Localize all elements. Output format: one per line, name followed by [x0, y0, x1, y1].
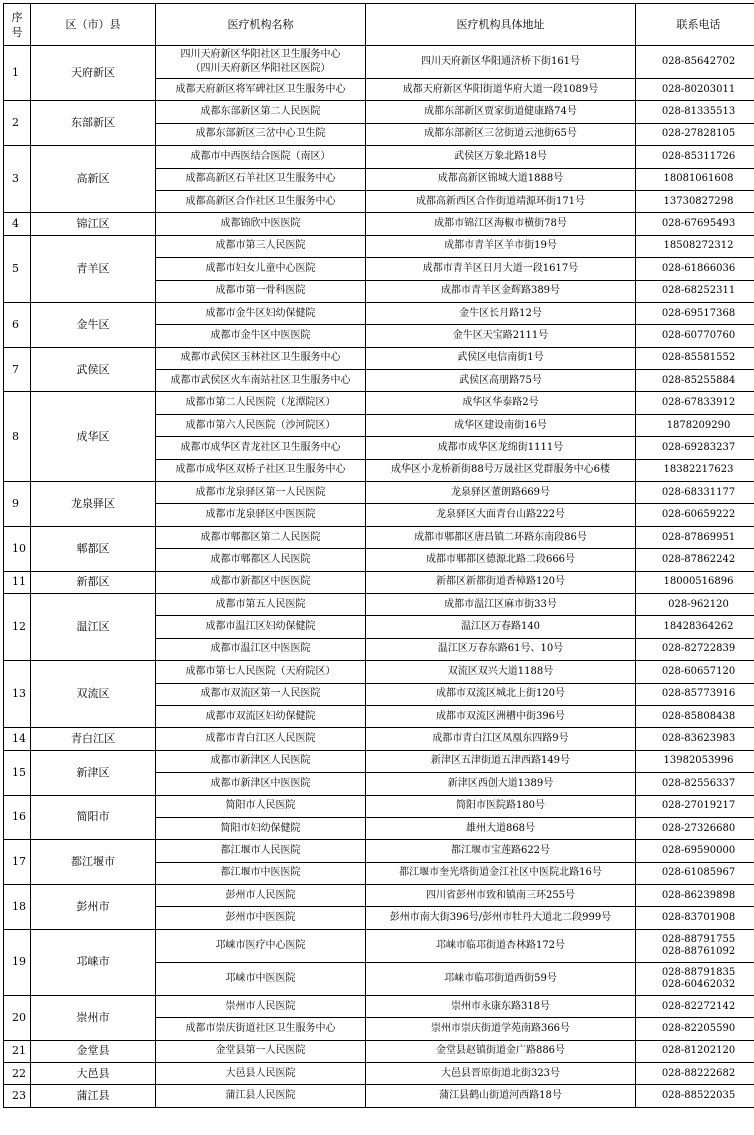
institution-name: 成都市金牛区中医医院	[156, 325, 366, 347]
institution-address: 崇州市永康东路318号	[366, 995, 636, 1017]
institution-name: 彭州市人民医院	[156, 885, 366, 907]
institution-address: 成华区小龙桥新街88号万晟社区党群服务中心6楼	[366, 459, 636, 481]
institution-name: 成都市温江区妇幼保健院	[156, 616, 366, 638]
phone-cell: 028-27828105	[636, 123, 754, 145]
institution-name: 成都市第二人民医院（龙潭院区）	[156, 392, 366, 414]
row-number: 10	[4, 526, 31, 571]
phone-cell: 028-85808438	[636, 705, 754, 727]
table-row	[4, 840, 754, 862]
institution-address: 金牛区天宝路2111号	[366, 325, 636, 347]
phone-cell: 028-82556337	[636, 773, 754, 795]
row-number: 8	[4, 392, 31, 482]
row-number: 16	[4, 795, 31, 840]
institution-address: 成都市双流区城北上街120号	[366, 683, 636, 705]
phone-cell: 028-69517368	[636, 302, 754, 324]
row-number: 6	[4, 302, 31, 347]
table-row	[4, 795, 754, 817]
table-row	[4, 885, 754, 907]
institution-address: 大邑县晋原街道北街323号	[366, 1063, 636, 1085]
institution-name: 成都市龙泉驿区中医医院	[156, 504, 366, 526]
row-number: 17	[4, 840, 31, 885]
table-row	[4, 146, 754, 168]
table-body	[4, 4, 754, 1108]
district-cell: 新津区	[31, 750, 156, 795]
table-row	[4, 1085, 754, 1107]
phone-cell: 028-67695493	[636, 213, 754, 235]
institution-address: 武侯区高朋路75号	[366, 370, 636, 392]
institution-name-line: （四川天府新区华阳社区医院）	[190, 63, 331, 74]
row-number: 12	[4, 593, 31, 660]
institution-name: 都江堰市人民医院	[156, 840, 366, 862]
institution-name: 成都市龙泉驿区第一人民医院	[156, 482, 366, 504]
phone-cell: 18382217623	[636, 459, 754, 481]
phone-cell	[636, 962, 754, 995]
phone-cell: 028-81202120	[636, 1040, 754, 1062]
phone-cell: 18428364262	[636, 616, 754, 638]
phone-cell: 18508272312	[636, 235, 754, 257]
institution-name: 成都锦欣中医医院	[156, 213, 366, 235]
institution-address: 温江区万春路140	[366, 616, 636, 638]
institution-name: 成都市第一骨科医院	[156, 280, 366, 302]
institution-address: 成华区华泰路2号	[366, 392, 636, 414]
phone-cell: 028-60659222	[636, 504, 754, 526]
institution-name: 成都市双流区第一人民医院	[156, 683, 366, 705]
header-district: 区（市）县	[31, 4, 156, 46]
phone-line: 028-88791835	[661, 966, 736, 978]
table-row	[4, 392, 754, 414]
institution-address: 武侯区电信南街1号	[366, 347, 636, 369]
institution-name: 成都市第七人民医院（天府院区）	[156, 661, 366, 683]
header-address: 医疗机构具体地址	[366, 4, 636, 46]
district-cell: 大邑县	[31, 1063, 156, 1085]
row-number: 19	[4, 929, 31, 995]
table-row	[4, 526, 754, 548]
institution-name: 成都市武侯区玉林社区卫生服务中心	[156, 347, 366, 369]
institution-name: 成都市金牛区妇幼保健院	[156, 302, 366, 324]
table-row	[4, 571, 754, 593]
institution-name: 蒲江县人民医院	[156, 1085, 366, 1107]
institution-address: 武侯区万象北路18号	[366, 146, 636, 168]
institution-address: 简阳市医院路180号	[366, 795, 636, 817]
phone-cell: 028-82205590	[636, 1018, 754, 1040]
institution-name: 都江堰市中医医院	[156, 862, 366, 884]
table-row	[4, 213, 754, 235]
phone-cell: 028-69590000	[636, 840, 754, 862]
district-cell: 成华区	[31, 392, 156, 482]
institution-address: 成都市青羊区日月大道一段1617号	[366, 258, 636, 280]
table-row	[4, 1040, 754, 1062]
institution-name: 成都市成华区青龙社区卫生服务中心	[156, 437, 366, 459]
institution-address: 成都东部新区贾家街道健康路74号	[366, 101, 636, 123]
institution-address: 成都天府新区华阳街道华府大道一段1089号	[366, 79, 636, 101]
district-cell: 武侯区	[31, 347, 156, 392]
institution-address: 都江堰市宝莲路622号	[366, 840, 636, 862]
institution-address: 成都高新区锦城大道1888号	[366, 168, 636, 190]
district-cell: 温江区	[31, 593, 156, 660]
row-number: 9	[4, 482, 31, 527]
institution-name: 成都市第五人民医院	[156, 593, 366, 615]
institution-address: 成都市双流区洲槽中街396号	[366, 705, 636, 727]
table-row	[4, 929, 754, 962]
phone-cell: 028-83701908	[636, 907, 754, 929]
row-number: 7	[4, 347, 31, 392]
institution-name: 成都市郫都区第二人民医院	[156, 526, 366, 548]
phone-cell: 028-27019217	[636, 795, 754, 817]
row-number: 14	[4, 728, 31, 750]
institution-name: 成都天府新区将军碑社区卫生服务中心	[156, 79, 366, 101]
district-cell: 天府新区	[31, 46, 156, 101]
phone-cell: 028-67833912	[636, 392, 754, 414]
table-row	[4, 728, 754, 750]
phone-cell: 028-85255884	[636, 370, 754, 392]
institution-address: 四川天府新区华阳通济桥下街161号	[366, 46, 636, 79]
institution-name: 成都市双流区妇幼保健院	[156, 705, 366, 727]
institution-address: 成都市锦江区海椒市横街78号	[366, 213, 636, 235]
phone-cell: 028-69283237	[636, 437, 754, 459]
institution-name: 成都市第六人民医院（沙河院区）	[156, 414, 366, 436]
row-number: 3	[4, 146, 31, 213]
phone-cell: 028-83623983	[636, 728, 754, 750]
phone-cell: 028-60657120	[636, 661, 754, 683]
phone-cell: 18000516896	[636, 571, 754, 593]
phone-cell: 18081061608	[636, 168, 754, 190]
district-cell: 东部新区	[31, 101, 156, 146]
district-cell: 双流区	[31, 661, 156, 728]
phone-line: 028-88791755	[661, 933, 736, 945]
institution-name: 金堂县第一人民医院	[156, 1040, 366, 1062]
institution-name	[156, 46, 366, 79]
phone-cell: 028-85581552	[636, 347, 754, 369]
institution-address: 龙泉驿区大面青台山路222号	[366, 504, 636, 526]
institution-address: 新津区五津街道五津西路149号	[366, 750, 636, 772]
district-cell: 蒲江县	[31, 1085, 156, 1107]
institution-name: 大邑县人民医院	[156, 1063, 366, 1085]
phone-cell: 028-86239898	[636, 885, 754, 907]
district-cell: 锦江区	[31, 213, 156, 235]
table-row	[4, 1063, 754, 1085]
institution-name: 崇州市人民医院	[156, 995, 366, 1017]
hospital-table	[3, 3, 754, 1108]
institution-name: 成都市妇女儿童中心医院	[156, 258, 366, 280]
institution-name: 成都市新津区人民医院	[156, 750, 366, 772]
phone-cell: 028-87869951	[636, 526, 754, 548]
phone-cell: 028-60770760	[636, 325, 754, 347]
row-number: 5	[4, 235, 31, 302]
institution-address: 成都市成华区龙绵街1111号	[366, 437, 636, 459]
institution-address: 成都高新西区合作街道靖源环街171号	[366, 190, 636, 212]
institution-address: 新都区新都街道香樟路120号	[366, 571, 636, 593]
institution-name: 成都市青白江区人民医院	[156, 728, 366, 750]
phone-cell: 028-82722839	[636, 638, 754, 660]
phone-cell: 028-85642702	[636, 46, 754, 79]
district-cell: 新都区	[31, 571, 156, 593]
phone-cell: 028-87862242	[636, 549, 754, 571]
phone-cell: 13982053996	[636, 750, 754, 772]
phone-cell: 1878209290	[636, 414, 754, 436]
table-row	[4, 235, 754, 257]
row-number: 4	[4, 213, 31, 235]
row-number: 22	[4, 1063, 31, 1085]
institution-name: 成都高新区石羊社区卫生服务中心	[156, 168, 366, 190]
header-seq: 序 号	[4, 4, 31, 46]
phone-cell: 028-61085967	[636, 862, 754, 884]
phone-cell: 13730827298	[636, 190, 754, 212]
row-number: 2	[4, 101, 31, 146]
institution-name: 成都高新区合作社区卫生服务中心	[156, 190, 366, 212]
institution-address: 崇州市崇庆街道学苑南路366号	[366, 1018, 636, 1040]
institution-address: 成都市郫都区德源北路二段666号	[366, 549, 636, 571]
table-row	[4, 995, 754, 1017]
institution-name: 彭州市中医医院	[156, 907, 366, 929]
institution-name: 邛崃市中医医院	[156, 962, 366, 995]
institution-address: 成都市青羊区金辉路389号	[366, 280, 636, 302]
district-cell: 郫都区	[31, 526, 156, 571]
phone-cell: 028-81335513	[636, 101, 754, 123]
institution-name: 成都市第三人民医院	[156, 235, 366, 257]
institution-address: 四川省彭州市致和镇南三环255号	[366, 885, 636, 907]
institution-address: 温江区万春东路61号、10号	[366, 638, 636, 660]
table-row	[4, 750, 754, 772]
row-number: 11	[4, 571, 31, 593]
district-cell: 彭州市	[31, 885, 156, 930]
institution-name: 成都市武侯区火车南站社区卫生服务中心	[156, 370, 366, 392]
institution-address: 都江堰市奎光塔街道金江社区中医院北路16号	[366, 862, 636, 884]
header-phone: 联系电话	[636, 4, 754, 46]
institution-name: 邛崃市医疗中心医院	[156, 929, 366, 962]
institution-address: 新津区西创大道1389号	[366, 773, 636, 795]
institution-address: 雄州大道868号	[366, 817, 636, 839]
institution-address: 金牛区长月路12号	[366, 302, 636, 324]
row-number: 15	[4, 750, 31, 795]
row-number: 20	[4, 995, 31, 1040]
district-cell: 简阳市	[31, 795, 156, 840]
table-row	[4, 661, 754, 683]
phone-cell: 028-88522035	[636, 1085, 754, 1107]
institution-name: 成都市郫都区人民医院	[156, 549, 366, 571]
row-number: 23	[4, 1085, 31, 1107]
table-row	[4, 302, 754, 324]
district-cell: 青羊区	[31, 235, 156, 302]
institution-address: 成都市郫都区唐昌镇二环路东南段86号	[366, 526, 636, 548]
institution-name-line: 四川天府新区华阳社区卫生服务中心	[180, 49, 341, 60]
table-row	[4, 101, 754, 123]
phone-cell: 028-962120	[636, 593, 754, 615]
phone-cell: 028-61866036	[636, 258, 754, 280]
institution-name: 成都市温江区中医医院	[156, 638, 366, 660]
institution-name: 成都市新津区中医医院	[156, 773, 366, 795]
phone-cell: 028-27326680	[636, 817, 754, 839]
phone-cell	[636, 929, 754, 962]
institution-address: 成都市青白江区凤凰东四路9号	[366, 728, 636, 750]
institution-address: 龙泉驿区董朗路669号	[366, 482, 636, 504]
row-number: 18	[4, 885, 31, 930]
institution-address: 成都市青羊区羊市街19号	[366, 235, 636, 257]
table-row	[4, 46, 754, 79]
district-cell: 金堂县	[31, 1040, 156, 1062]
district-cell: 高新区	[31, 146, 156, 213]
document-page	[3, 3, 754, 1108]
institution-name: 简阳市人民医院	[156, 795, 366, 817]
institution-address: 成华区建设南街16号	[366, 414, 636, 436]
district-cell: 崇州市	[31, 995, 156, 1040]
table-row	[4, 593, 754, 615]
institution-name: 成都市崇庆街道社区卫生服务中心	[156, 1018, 366, 1040]
institution-name: 成都东部新区三岔中心卫生院	[156, 123, 366, 145]
institution-name: 成都市成华区双桥子社区卫生服务中心	[156, 459, 366, 481]
institution-name: 成都东部新区第二人民医院	[156, 101, 366, 123]
institution-name: 成都市新都区中医医院	[156, 571, 366, 593]
table-row	[4, 347, 754, 369]
phone-cell: 028-85311726	[636, 146, 754, 168]
table-row	[4, 482, 754, 504]
phone-cell: 028-68252311	[636, 280, 754, 302]
phone-line: 028-88761092	[661, 945, 736, 957]
district-cell: 青白江区	[31, 728, 156, 750]
phone-cell: 028-80203011	[636, 79, 754, 101]
phone-cell: 028-68331177	[636, 482, 754, 504]
row-number: 1	[4, 46, 31, 101]
institution-address: 蒲江县鹤山街道河西路18号	[366, 1085, 636, 1107]
institution-address: 双流区双兴大道1188号	[366, 661, 636, 683]
institution-name: 简阳市妇幼保健院	[156, 817, 366, 839]
district-cell: 金牛区	[31, 302, 156, 347]
institution-address: 成都东部新区三岔街道云池街65号	[366, 123, 636, 145]
institution-address: 成都市温江区麻市街33号	[366, 593, 636, 615]
row-number: 13	[4, 661, 31, 728]
institution-address: 彭州市南大街396号/彭州市牡丹大道北二段999号	[366, 907, 636, 929]
district-cell: 都江堰市	[31, 840, 156, 885]
header-name: 医疗机构名称	[156, 4, 366, 46]
district-cell: 龙泉驿区	[31, 482, 156, 527]
institution-name: 成都市中西医结合医院（南区）	[156, 146, 366, 168]
phone-line: 028-60462032	[661, 978, 736, 990]
phone-cell: 028-85773916	[636, 683, 754, 705]
phone-cell: 028-82272142	[636, 995, 754, 1017]
institution-address: 邛崃市临邛街道杏林路172号	[366, 929, 636, 962]
phone-cell: 028-88222682	[636, 1063, 754, 1085]
institution-address: 金堂县赵镇街道金广路886号	[366, 1040, 636, 1062]
header-row	[4, 4, 754, 46]
institution-address: 邛崃市临邛街道西街59号	[366, 962, 636, 995]
district-cell: 邛崃市	[31, 929, 156, 995]
row-number: 21	[4, 1040, 31, 1062]
